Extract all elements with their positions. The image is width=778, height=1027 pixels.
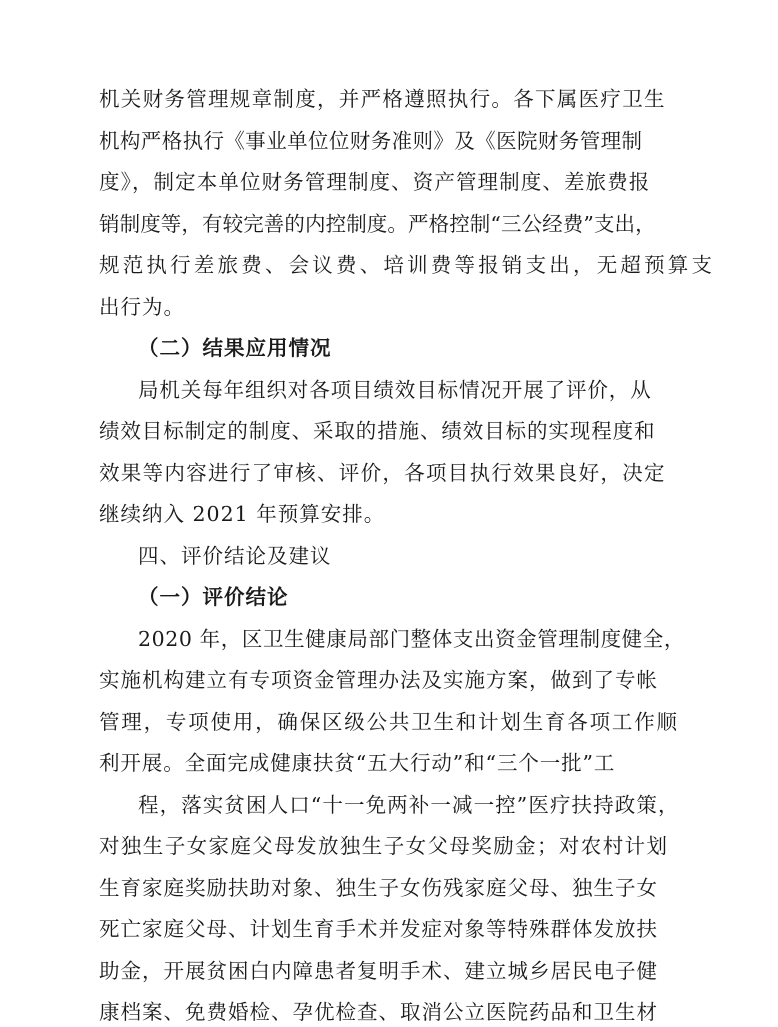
paragraph-line: 康档案、免费婚检、孕优检查、取消公立医院药品和卫生材 <box>99 1000 658 1024</box>
paragraph-line: 对独生子女家庭父母发放独生子女父母奖励金；对农村计划 <box>99 834 669 858</box>
paragraph-line: 机构严格执行《事业单位位财务准则》及《医院财务管理制 <box>99 128 643 153</box>
paragraph-line: 效果等内容进行了审核、评价，各项目执行效果良好，决定 <box>99 460 666 485</box>
paragraph-line: 局机关每年组织对各项目绩效目标情况开展了评价，从 <box>138 377 652 402</box>
section-heading-conclusion-suggestions: 四、评价结论及建议 <box>138 543 332 568</box>
paragraph-line: 度》，制定本单位财务管理制度、资产管理制度、差旅费报 <box>99 170 651 194</box>
paragraph-line: 助金，开展贫困白内障患者复明手术、建立城乡居民电子健 <box>99 958 658 983</box>
section-heading-evaluation-conclusion: （一）评价结论 <box>138 585 289 609</box>
paragraph-line: 绩效目标制定的制度、采取的措施、绩效目标的实现程度和 <box>99 419 656 443</box>
paragraph-line: 销制度等，有较完善的内控制度。严格控制“三公经费”支出， <box>99 211 656 236</box>
paragraph-line: 管理，专项使用，确保区级公共卫生和计划生育各项工作顺 <box>99 709 679 734</box>
paragraph-line: 实施机构建立有专项资金管理办法及实施方案，做到了专帐 <box>99 668 658 692</box>
paragraph-line: 生育家庭奖励扶助对象、独生子女伤残家庭父母、独生子女 <box>99 875 658 900</box>
paragraph-line: 继续纳入 2021 年预算安排。 <box>99 502 386 526</box>
paragraph-line: 程，落实贫困人口“十一免两补一减一控”医疗扶持政策， <box>138 792 680 817</box>
paragraph-line: 死亡家庭父母、计划生育手术并发症对象等特殊群体发放扶 <box>99 917 658 941</box>
paragraph-line: 出行为。 <box>99 294 185 319</box>
paragraph-line: 机关财务管理规章制度，并严格遵照执行。各下属医疗卫生 <box>99 87 666 111</box>
paragraph-line: 2020 年，区卫生健康局部门整体支出资金管理制度健全， <box>138 626 685 651</box>
paragraph-line: 规范执行差旅费、会议费、培训费等报销支出，无超预算支 <box>99 253 716 277</box>
section-heading-results-application: （二）结果应用情况 <box>138 336 332 360</box>
paragraph-line: 利开展。全面完成健康扶贫“五大行动”和“三个一批”工 <box>99 751 616 775</box>
